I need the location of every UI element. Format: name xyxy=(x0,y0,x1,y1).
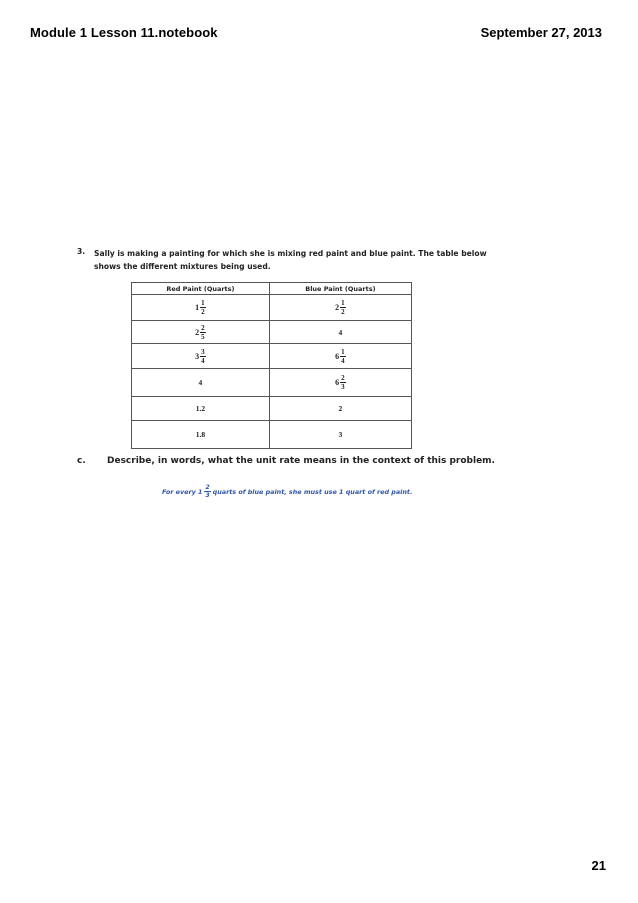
mixed-whole: 2 xyxy=(335,303,340,312)
mixed-number xyxy=(195,348,206,365)
numerator: 2 xyxy=(201,323,205,332)
part-c-letter: c. xyxy=(77,456,86,466)
paint-mixture-table xyxy=(131,282,412,449)
problem-text: Sally is making a painting for which she is mixing red paint and blue paint. The table below shows the different mixtures being used. xyxy=(94,249,487,271)
mixed-number xyxy=(195,324,206,341)
numerator: 1 xyxy=(201,299,205,307)
numerator: 2 xyxy=(205,484,210,491)
fraction xyxy=(340,348,346,365)
fraction xyxy=(340,299,346,316)
fraction xyxy=(200,348,206,365)
denominator: 2 xyxy=(201,308,205,316)
denominator: 2 xyxy=(341,308,345,316)
mixed-number xyxy=(335,299,346,316)
denominator: 4 xyxy=(341,356,345,365)
numerator: 2 xyxy=(341,374,345,382)
mixed-number xyxy=(335,348,346,365)
denominator: 4 xyxy=(201,356,205,365)
table-row xyxy=(132,321,412,344)
problem-number: 3. xyxy=(77,247,86,256)
red-cell: 1.2 xyxy=(132,397,270,421)
answer-suffix: quarts of blue paint, she must use 1 quart of red paint. xyxy=(212,487,413,496)
mixed-number xyxy=(195,299,206,316)
table-row xyxy=(132,344,412,369)
numerator: 1 xyxy=(341,299,345,307)
table-row xyxy=(132,369,412,397)
mixed-number xyxy=(335,374,346,391)
fraction xyxy=(340,374,346,391)
numerator: 1 xyxy=(341,347,345,356)
blue-cell: 4 xyxy=(269,321,411,344)
mixed-whole: 2 xyxy=(195,327,200,337)
red-cell: 4 xyxy=(132,369,270,397)
mixed-whole: 6 xyxy=(335,378,340,387)
table-row xyxy=(132,295,412,321)
blue-cell: 2 xyxy=(269,397,411,421)
blue-cell xyxy=(269,344,411,369)
denominator: 5 xyxy=(201,332,205,341)
part-c-text: Describe, in words, what the unit rate means in the context of this problem. xyxy=(107,456,495,466)
table-row xyxy=(132,397,412,421)
page-number: 21 xyxy=(591,858,606,873)
blue-cell xyxy=(269,369,411,397)
fraction xyxy=(200,324,206,341)
red-cell xyxy=(132,344,270,369)
answer-fraction xyxy=(204,484,210,499)
mixed-whole: 1 xyxy=(195,303,200,312)
table-header-row xyxy=(132,283,412,295)
notebook-title: Module 1 Lesson 11.notebook xyxy=(30,25,218,40)
answer-prefix: For every 1 xyxy=(162,487,203,496)
fraction xyxy=(200,299,206,316)
denominator: 3 xyxy=(341,383,345,391)
page-date: September 27, 2013 xyxy=(480,25,602,40)
column-header-red: Red Paint (Quarts) xyxy=(132,283,270,295)
column-header-blue: Blue Paint (Quarts) xyxy=(269,283,411,295)
red-cell: 1.8 xyxy=(132,421,270,449)
blue-cell xyxy=(269,295,411,321)
red-cell xyxy=(132,295,270,321)
table-row xyxy=(132,421,412,449)
blue-cell: 3 xyxy=(269,421,411,449)
red-cell xyxy=(132,321,270,344)
mixed-whole: 6 xyxy=(335,351,340,361)
numerator: 3 xyxy=(201,347,205,356)
handwritten-answer xyxy=(162,484,412,499)
denominator: 3 xyxy=(205,492,210,499)
mixed-whole: 3 xyxy=(195,351,200,361)
